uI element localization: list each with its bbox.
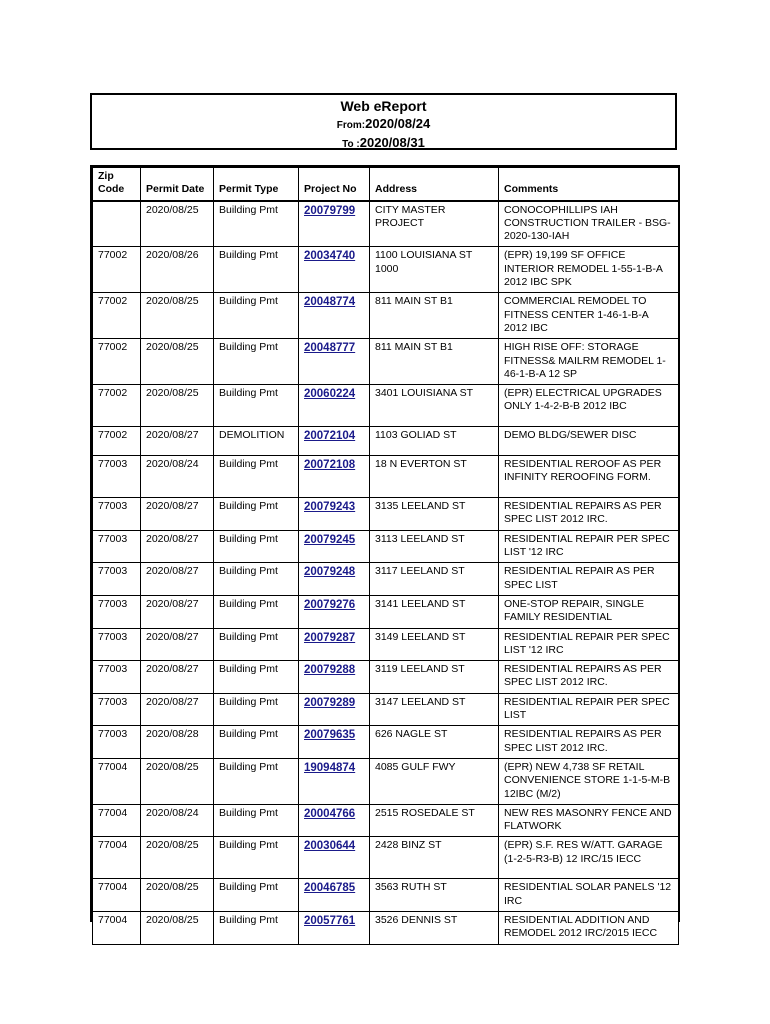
permit-type-cell: Building Pmt [214,726,299,759]
table-row [93,804,679,837]
permit-type-cell: Building Pmt [214,530,299,563]
table-row [93,427,679,456]
comments-cell: (EPR) NEW 4,738 SF RETAIL CONVENIENCE STORE 1-1-5-M-B 12IBC (M/2) [499,758,679,804]
address-cell: 3113 LEELAND ST [370,530,499,563]
zip-cell: 77004 [93,804,141,837]
address-cell: 626 NAGLE ST [370,726,499,759]
permit-type-cell: DEMOLITION [214,427,299,456]
permit-date-cell: 2020/08/25 [141,758,214,804]
address-cell: 3119 LEELAND ST [370,661,499,694]
permit-date-cell: 2020/08/25 [141,201,214,247]
zip-cell: 77004 [93,879,141,912]
comments-cell: RESIDENTIAL REPAIR AS PER SPEC LIST [499,563,679,596]
permit-date-cell: 2020/08/25 [141,911,214,944]
zip-cell [93,201,141,247]
project-no-link[interactable]: 20048777 [304,342,356,355]
permit-type-cell: Building Pmt [214,804,299,837]
address-cell: 3141 LEELAND ST [370,595,499,628]
zip-cell: 77003 [93,661,141,694]
zip-cell: 77004 [93,911,141,944]
project-no-link[interactable]: 20079799 [304,204,356,217]
zip-cell: 77002 [93,247,141,293]
address-cell: 3526 DENNIS ST [370,911,499,944]
project-no-link[interactable]: 20079635 [304,729,356,742]
permit-type-cell: Building Pmt [214,693,299,726]
table-row [93,385,679,427]
table-row [93,837,679,879]
table-row [93,563,679,596]
project-no-link[interactable]: 20004766 [304,807,356,820]
project-no-link[interactable]: 20079287 [304,631,356,644]
address-cell: 3147 LEELAND ST [370,693,499,726]
address-cell: 3117 LEELAND ST [370,563,499,596]
comments-cell: COMMERCIAL REMODEL TO FITNESS CENTER 1-46-1-B-A 2012 IBC [499,293,679,339]
from-date: 2020/08/24 [365,116,431,131]
permit-date-cell: 2020/08/27 [141,661,214,694]
project-no-cell [299,201,370,247]
permit-type-cell: Building Pmt [214,837,299,879]
address-cell: CITY MASTER PROJECT [370,201,499,247]
project-no-cell [299,693,370,726]
table-row [93,628,679,661]
project-no-cell [299,563,370,596]
permit-type-cell: Building Pmt [214,911,299,944]
project-no-link[interactable]: 20048774 [304,296,356,309]
permit-date-cell: 2020/08/26 [141,247,214,293]
comments-cell: RESIDENTIAL REPAIRS AS PER SPEC LIST 2012 IRC. [499,726,679,759]
permit-date-cell: 2020/08/28 [141,726,214,759]
table-row [93,530,679,563]
table-row [93,498,679,531]
address-cell: 3149 LEELAND ST [370,628,499,661]
project-no-cell [299,530,370,563]
zip-cell: 77003 [93,726,141,759]
address-cell: 1103 GOLIAD ST [370,427,499,456]
permit-date-cell: 2020/08/27 [141,530,214,563]
comments-cell: NEW RES MASONRY FENCE AND FLATWORK [499,804,679,837]
project-no-cell [299,628,370,661]
address-cell: 811 MAIN ST B1 [370,339,499,385]
project-no-link[interactable]: 20046785 [304,882,356,895]
project-no-link[interactable]: 19094874 [304,761,356,774]
project-no-cell [299,837,370,879]
address-cell: 2515 ROSEDALE ST [370,804,499,837]
project-no-link[interactable]: 20057761 [304,914,356,927]
zip-cell: 77002 [93,385,141,427]
project-no-link[interactable]: 20079245 [304,533,356,546]
header-permit-date: Permit Date [141,168,214,201]
table-row [93,293,679,339]
project-no-link[interactable]: 20079276 [304,598,356,611]
permit-type-cell: Building Pmt [214,563,299,596]
date-from [92,115,675,134]
permit-table-container [90,165,680,940]
project-no-cell [299,339,370,385]
to-date: 2020/08/31 [359,135,425,150]
project-no-cell [299,595,370,628]
permit-type-cell: Building Pmt [214,661,299,694]
date-to [92,134,675,153]
permit-type-cell: Building Pmt [214,385,299,427]
table-row [93,201,679,247]
permit-date-cell: 2020/08/27 [141,595,214,628]
permit-date-cell: 2020/08/27 [141,427,214,456]
permit-type-cell: Building Pmt [214,339,299,385]
comments-cell: RESIDENTIAL ADDITION AND REMODEL 2012 IRC/2015 IECC [499,911,679,944]
comments-cell: DEMO BLDG/SEWER DISC [499,427,679,456]
from-label: From: [336,120,366,131]
project-no-cell [299,879,370,912]
permit-type-cell: Building Pmt [214,595,299,628]
zip-cell: 77003 [93,595,141,628]
permit-type-cell: Building Pmt [214,247,299,293]
permit-date-cell: 2020/08/25 [141,293,214,339]
project-no-link[interactable]: 20079243 [304,501,356,514]
permit-date-cell: 2020/08/25 [141,879,214,912]
comments-cell: RESIDENTIAL REPAIR PER SPEC LIST [499,693,679,726]
table-row [93,758,679,804]
comments-cell: ONE-STOP REPAIR, SINGLE FAMILY RESIDENTIAL [499,595,679,628]
table-row [93,693,679,726]
permit-date-cell: 2020/08/27 [141,628,214,661]
permit-type-cell: Building Pmt [214,293,299,339]
comments-cell: (EPR) 19,199 SF OFFICE INTERIOR REMODEL 1-55-1-B-A 2012 IBC SPK [499,247,679,293]
zip-cell: 77003 [93,563,141,596]
table-header-row [93,168,679,201]
address-cell: 1100 LOUISIANA ST 1000 [370,247,499,293]
project-no-cell [299,911,370,944]
project-no-link[interactable]: 20060224 [304,388,356,401]
permit-date-cell: 2020/08/25 [141,385,214,427]
project-no-link[interactable]: 20072104 [304,430,356,443]
project-no-cell [299,758,370,804]
address-cell: 4085 GULF FWY [370,758,499,804]
permit-type-cell: Building Pmt [214,201,299,247]
permit-type-cell: Building Pmt [214,628,299,661]
comments-cell: (EPR) S.F. RES W/ATT. GARAGE (1-2-5-R3-B) 12 IRC/15 IECC [499,837,679,879]
project-no-cell [299,498,370,531]
comments-cell: CONOCOPHILLIPS IAH CONSTRUCTION TRAILER - BSG-2020-130-IAH [499,201,679,247]
comments-cell: (EPR) ELECTRICAL UPGRADES ONLY 1-4-2-B-B 2012 IBC [499,385,679,427]
table-row [93,456,679,498]
header-permit-type: Permit Type [214,168,299,201]
project-no-cell [299,804,370,837]
permit-type-cell: Building Pmt [214,879,299,912]
to-label: To : [342,139,360,150]
project-no-link[interactable]: 20072108 [304,459,356,472]
address-cell: 3135 LEELAND ST [370,498,499,531]
header-zip-code: Zip Code [93,168,141,201]
address-cell: 18 N EVERTON ST [370,456,499,498]
project-no-cell [299,427,370,456]
table-row [93,911,679,944]
header-project-no: Project No [299,168,370,201]
address-cell: 2428 BINZ ST [370,837,499,879]
table-row [93,726,679,759]
address-cell: 811 MAIN ST B1 [370,293,499,339]
permit-date-cell: 2020/08/27 [141,563,214,596]
project-no-cell [299,726,370,759]
report-header [90,93,677,150]
project-no-cell [299,661,370,694]
project-no-cell [299,293,370,339]
report-title: Web eReport [340,98,427,114]
header-comments: Comments [499,168,679,201]
comments-cell: RESIDENTIAL REROOF AS PER INFINITY REROOFING FORM. [499,456,679,498]
comments-cell: RESIDENTIAL REPAIR PER SPEC LIST '12 IRC [499,530,679,563]
permit-date-cell: 2020/08/25 [141,837,214,879]
permit-type-cell: Building Pmt [214,498,299,531]
project-no-cell [299,456,370,498]
comments-cell: RESIDENTIAL REPAIRS AS PER SPEC LIST 2012 IRC. [499,498,679,531]
zip-cell: 77002 [93,293,141,339]
project-no-link[interactable]: 20079289 [304,696,356,709]
permit-date-cell: 2020/08/25 [141,339,214,385]
project-no-link[interactable]: 20030644 [304,840,356,853]
table-row [93,879,679,912]
permit-date-cell: 2020/08/24 [141,456,214,498]
zip-cell: 77003 [93,498,141,531]
zip-cell: 77003 [93,456,141,498]
permit-date-cell: 2020/08/27 [141,498,214,531]
project-no-link[interactable]: 20079288 [304,664,356,677]
permit-table [92,167,679,945]
zip-cell: 77002 [93,339,141,385]
permit-type-cell: Building Pmt [214,758,299,804]
project-no-link[interactable]: 20034740 [304,250,356,263]
project-no-cell [299,385,370,427]
comments-cell: RESIDENTIAL REPAIR PER SPEC LIST '12 IRC [499,628,679,661]
header-address: Address [370,168,499,201]
zip-cell: 77004 [93,758,141,804]
comments-cell: RESIDENTIAL REPAIRS AS PER SPEC LIST 2012 IRC. [499,661,679,694]
table-row [93,247,679,293]
zip-cell: 77002 [93,427,141,456]
zip-cell: 77003 [93,628,141,661]
zip-cell: 77003 [93,530,141,563]
zip-cell: 77004 [93,837,141,879]
address-cell: 3401 LOUISIANA ST [370,385,499,427]
address-cell: 3563 RUTH ST [370,879,499,912]
comments-cell: HIGH RISE OFF: STORAGE FITNESS& MAILRM REMODEL 1-46-1-B-A 12 SP [499,339,679,385]
permit-type-cell: Building Pmt [214,456,299,498]
permit-date-cell: 2020/08/27 [141,693,214,726]
project-no-cell [299,247,370,293]
comments-cell: RESIDENTIAL SOLAR PANELS '12 IRC [499,879,679,912]
table-row [93,595,679,628]
permit-date-cell: 2020/08/24 [141,804,214,837]
project-no-link[interactable]: 20079248 [304,566,356,579]
table-row [93,339,679,385]
zip-cell: 77003 [93,693,141,726]
table-row [93,661,679,694]
